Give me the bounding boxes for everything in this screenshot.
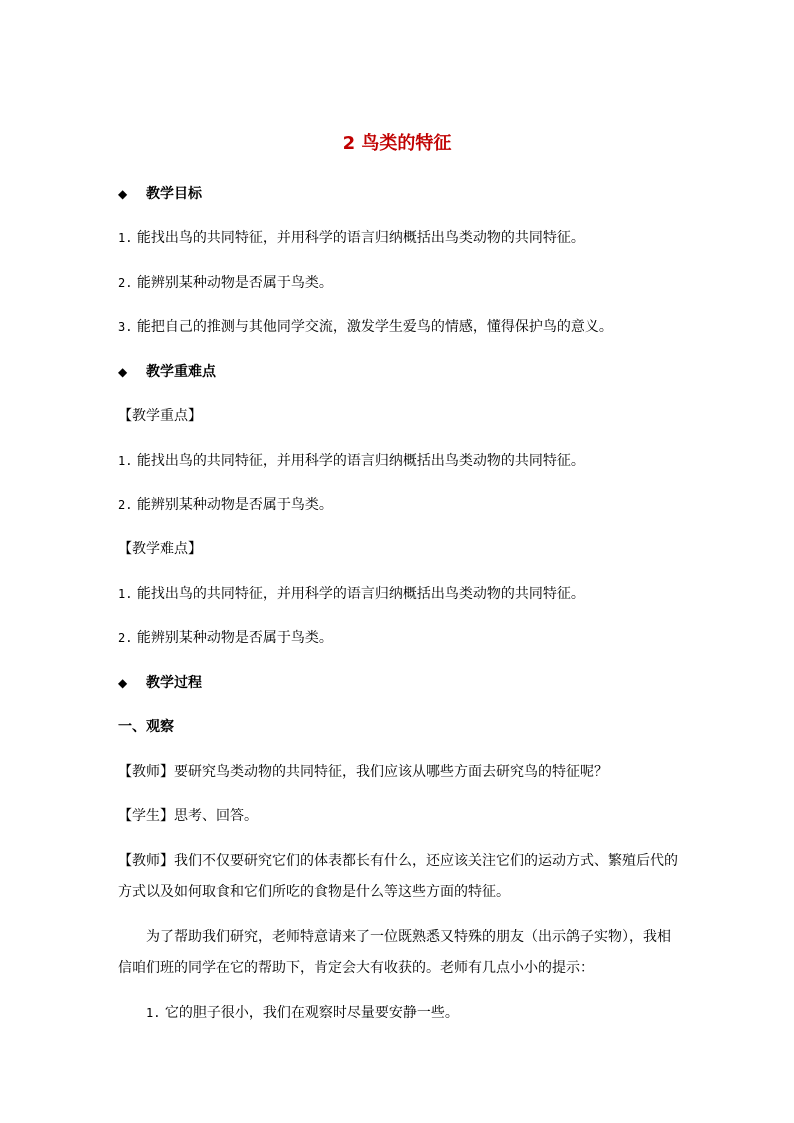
key-point-item: 1. 能找出鸟的共同特征，并用科学的语言归纳概括出鸟类动物的共同特征。 — [118, 453, 585, 469]
tip-item: 1. 它的胆子很小，我们在观察时尽量要安静一些。 — [146, 1005, 459, 1021]
diamond-bullet-icon: ◆ — [118, 187, 128, 201]
observe-heading: 一、观察 — [118, 719, 174, 735]
key-point-item: 2. 能辨别某种动物是否属于鸟类。 — [118, 497, 333, 513]
dialogue-line: 【教师】要研究鸟类动物的共同特征，我们应该从哪些方面去研究鸟的特征呢？ — [118, 764, 608, 780]
goal-item: 1. 能找出鸟的共同特征，并用科学的语言归纳概括出鸟类动物的共同特征。 — [118, 230, 585, 246]
page-title: 2 鸟类的特征 — [342, 133, 452, 154]
goal-item: 3. 能把自己的推测与其他同学交流，激发学生爱鸟的情感，懂得保护鸟的意义。 — [118, 319, 613, 335]
heading-goals — [118, 185, 202, 203]
difficulty-item: 2. 能辨别某种动物是否属于鸟类。 — [118, 630, 333, 646]
key-points-label: 【教学重点】 — [118, 408, 202, 424]
difficulty-item: 1. 能找出鸟的共同特征，并用科学的语言归纳概括出鸟类动物的共同特征。 — [118, 586, 585, 602]
dialogue-line: 【学生】思考、回答。 — [118, 808, 258, 824]
dialogue-line: 【教师】我们不仅要研究它们的体表都长有什么，还应该关注它们的运动方式、繁殖后代的 — [118, 853, 678, 869]
paragraph-line: 为了帮助我们研究，老师特意请来了一位既熟悉又特殊的朋友（出示鸽子实物），我相 — [146, 929, 671, 945]
heading-process-text: 教学过程 — [146, 675, 202, 691]
goal-item: 2. 能辨别某种动物是否属于鸟类。 — [118, 275, 333, 291]
diamond-bullet-icon: ◆ — [118, 676, 128, 690]
heading-key-difficult — [118, 363, 216, 381]
heading-process — [118, 674, 202, 692]
diamond-bullet-icon: ◆ — [118, 365, 128, 379]
heading-key-difficult-text: 教学重难点 — [146, 364, 216, 380]
heading-goals-text: 教学目标 — [146, 186, 202, 202]
difficulty-label: 【教学难点】 — [118, 541, 202, 557]
dialogue-line: 方式以及如何取食和它们所吃的食物是什么等这些方面的特征。 — [118, 884, 510, 900]
paragraph-line: 信咱们班的同学在它的帮助下，肯定会大有收获的。老师有几点小小的提示： — [118, 960, 594, 976]
